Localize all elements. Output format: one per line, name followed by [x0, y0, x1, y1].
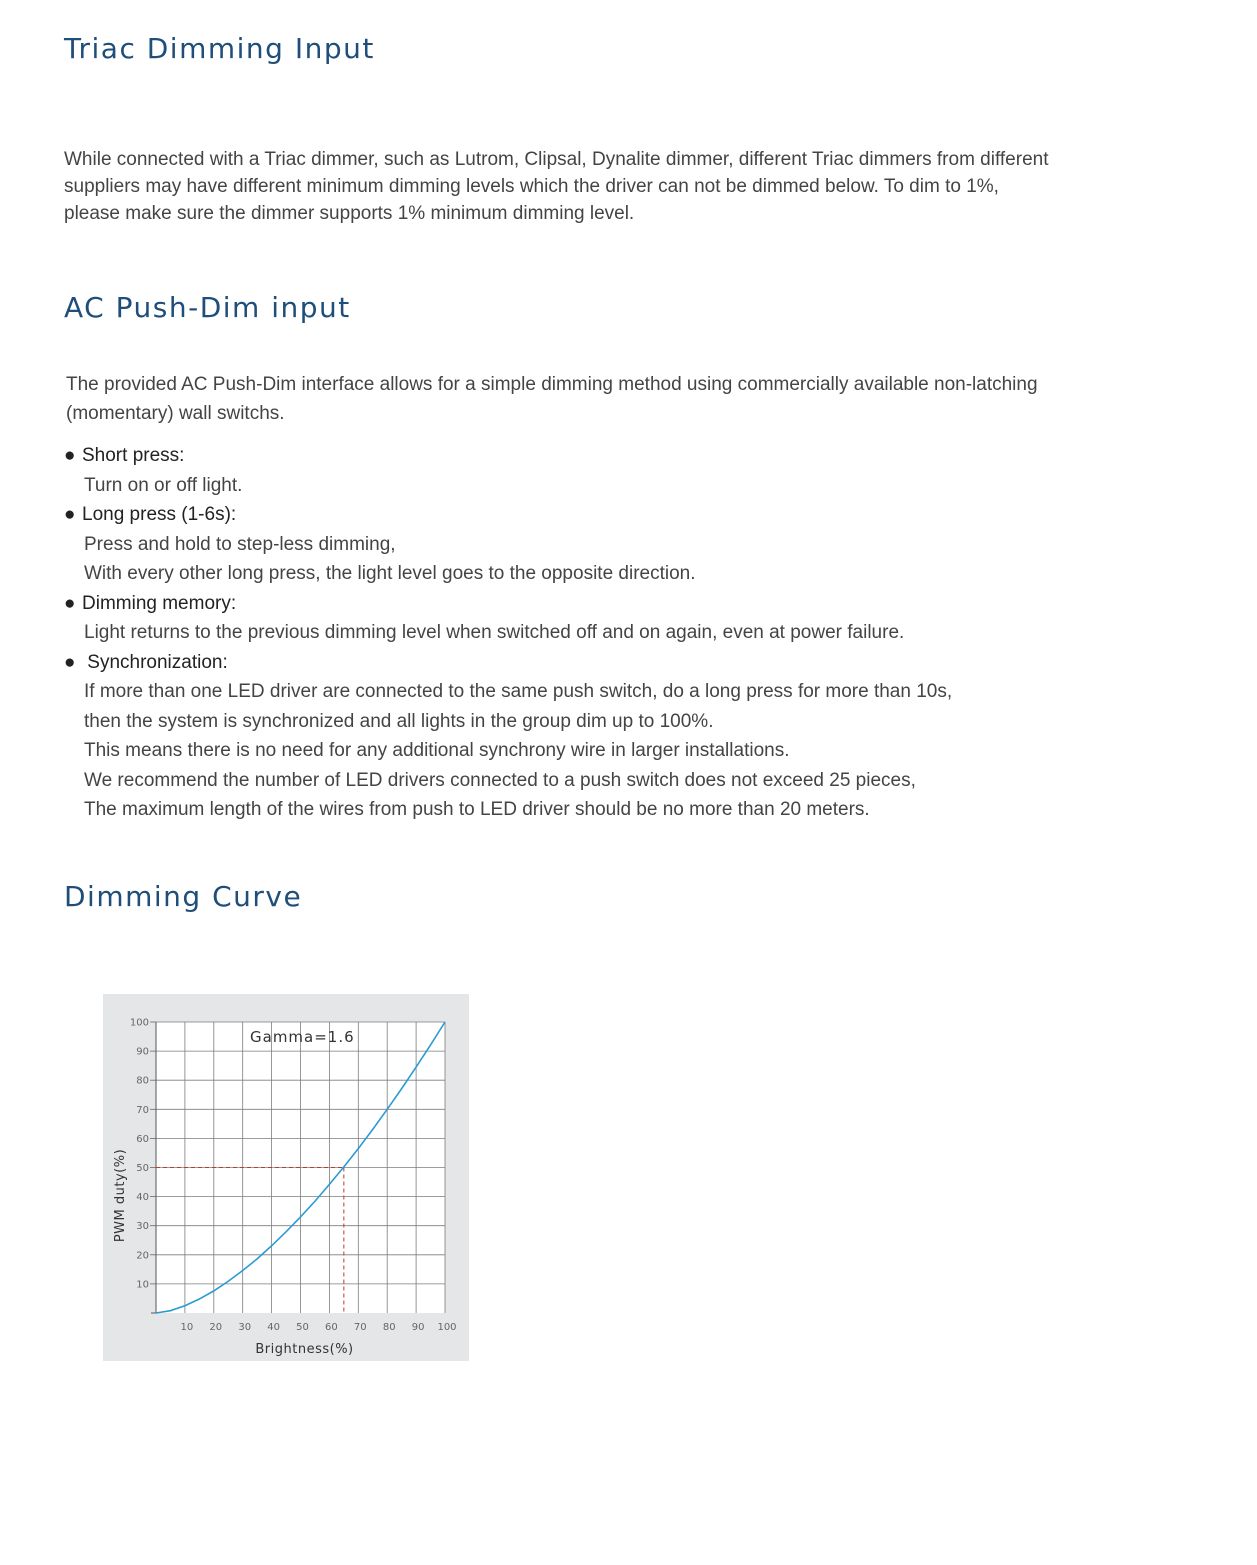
- triac-line-1: While connected with a Triac dimmer, such as Lutrom, Clipsal, Dynalite dimmer, different Triac dimmers from different: [64, 149, 1049, 170]
- bullet-dot-icon: ●: [64, 592, 76, 614]
- x-tick-label: 70: [353, 1322, 367, 1333]
- dimming-curve-title: Dimming Curve: [64, 880, 303, 913]
- bullet-dimming-memory: [64, 589, 952, 648]
- bullet-text: Press and hold to step-less dimming,: [84, 533, 396, 555]
- push-dim-intro-line-1: The provided AC Push-Dim interface allows for a simple dimming method using commercially available non-latching: [66, 374, 1038, 395]
- bullet-text: We recommend the number of LED drivers connected to a push switch does not exceed 25 pieces,: [84, 769, 916, 791]
- y-tick-label: 10: [136, 1279, 149, 1291]
- bullet-dot-icon: ●: [64, 504, 76, 525]
- chart-axes: [150, 1022, 156, 1313]
- bullet-heading: Short press:: [82, 445, 185, 466]
- y-tick-label: 60: [136, 1133, 149, 1145]
- bullet-text: then the system is synchronized and all lights in the group dim up to 100%.: [84, 710, 714, 732]
- bullet-text: With every other long press, the light level goes to the opposite direction.: [84, 563, 696, 584]
- bullet-dot-icon: ●: [64, 651, 76, 673]
- x-tick-label: 60: [325, 1322, 338, 1333]
- x-tick-label: 40: [267, 1322, 280, 1333]
- y-tick-label: 50: [136, 1163, 149, 1174]
- bullet-text: If more than one LED driver are connected to the same push switch, do a long press for more than 10s,: [84, 681, 953, 702]
- bullet-dot-icon: ●: [64, 445, 76, 466]
- y-tick-label: 100: [129, 1017, 149, 1029]
- bullet-synchronization: [64, 648, 952, 825]
- bullet-text: This means there is no need for any additional synchrony wire in larger installations.: [84, 740, 790, 761]
- bullet-text: Light returns to the previous dimming level when switched off and on again, even at power failure.: [84, 622, 905, 643]
- y-tick-label: 40: [136, 1192, 149, 1204]
- y-tick-label: 90: [136, 1046, 149, 1058]
- bullet-text: The maximum length of the wires from push to LED driver should be no more than 20 meters.: [84, 799, 870, 820]
- y-tick-label: 20: [136, 1250, 149, 1262]
- bullet-long-press: [64, 500, 952, 589]
- bullet-heading: Dimming memory:: [82, 592, 237, 614]
- gamma-annotation: Gamma=1.6: [250, 1028, 355, 1046]
- triac-paragraph: [64, 146, 1194, 227]
- y-tick-label: 80: [136, 1075, 149, 1087]
- bullet-heading: Synchronization:: [82, 651, 228, 673]
- x-tick-label: 10: [180, 1322, 194, 1333]
- bullet-heading: Long press (1-6s):: [82, 504, 237, 525]
- x-tick-label: 100: [437, 1322, 457, 1333]
- bullet-short-press: [64, 441, 952, 500]
- push-dim-title: AC Push-Dim input: [64, 291, 351, 324]
- y-tick-label: 30: [136, 1221, 149, 1233]
- triac-dimming-title: Triac Dimming Input: [64, 32, 375, 65]
- push-dim-intro: [66, 370, 1196, 428]
- x-tick-label: 50: [296, 1322, 309, 1333]
- bullet-text: Turn on or off light.: [84, 474, 243, 496]
- y-axis-label: PWM duty(%): [113, 1148, 128, 1243]
- chart-svg: [103, 994, 469, 1361]
- push-dim-bullet-list: [64, 441, 952, 825]
- push-dim-intro-line-2: (momentary) wall switchs.: [66, 403, 285, 424]
- triac-line-2: suppliers may have different minimum dimming levels which the driver can not be dimmed below. To dim to 1%,: [64, 176, 999, 197]
- x-tick-label: 80: [382, 1322, 396, 1333]
- y-tick-label: 70: [136, 1104, 149, 1116]
- x-tick-label: 90: [411, 1322, 425, 1333]
- x-tick-label: 30: [238, 1322, 252, 1333]
- triac-line-3: please make sure the dimmer supports 1% minimum dimming level.: [64, 203, 635, 224]
- x-axis-label: Brightness(%): [255, 1342, 354, 1357]
- dimming-curve-chart: [103, 994, 469, 1361]
- x-tick-label: 20: [209, 1322, 223, 1333]
